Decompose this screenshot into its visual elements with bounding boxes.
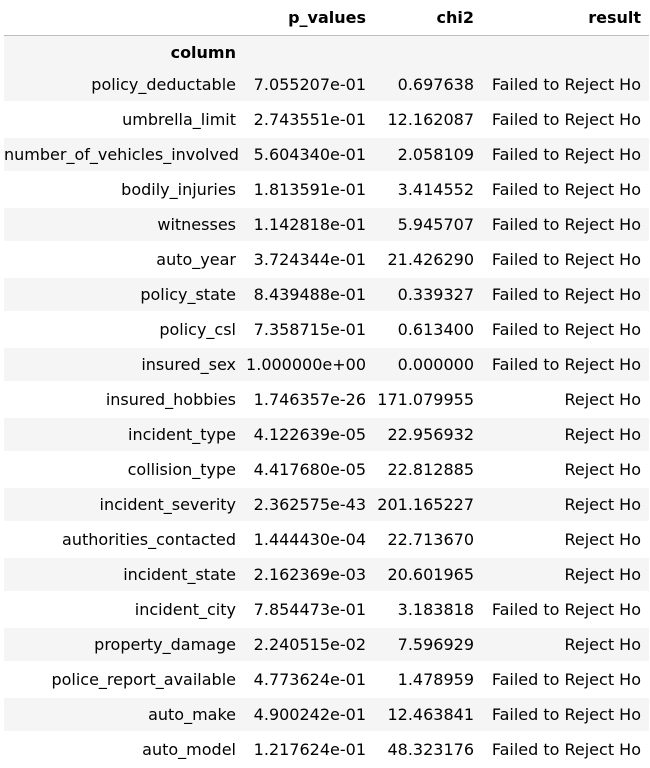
row-index-cell: collision_type <box>4 452 244 487</box>
p-value-cell: 1.142818e-01 <box>244 207 374 242</box>
chi2-cell: 3.414552 <box>374 172 482 207</box>
p-value-cell: 4.417680e-05 <box>244 452 374 487</box>
p-value-cell: 1.813591e-01 <box>244 172 374 207</box>
p-value-cell: 7.055207e-01 <box>244 68 374 102</box>
result-cell: Failed to Reject Ho <box>482 102 649 137</box>
table-row <box>4 137 649 172</box>
table-row <box>4 557 649 592</box>
result-cell: Failed to Reject Ho <box>482 347 649 382</box>
p-value-cell: 7.358715e-01 <box>244 312 374 347</box>
row-index-cell: incident_severity <box>4 487 244 522</box>
table-row <box>4 522 649 557</box>
row-index-cell: policy_deductable <box>4 68 244 102</box>
chi2-cell: 0.339327 <box>374 277 482 312</box>
table-row <box>4 382 649 417</box>
table-header <box>4 0 649 68</box>
table-row <box>4 452 649 487</box>
row-index-cell: authorities_contacted <box>4 522 244 557</box>
table-row <box>4 487 649 522</box>
p-value-cell: 4.773624e-01 <box>244 662 374 697</box>
p-value-cell: 2.743551e-01 <box>244 102 374 137</box>
row-index-cell: incident_type <box>4 417 244 452</box>
row-index-cell: witnesses <box>4 207 244 242</box>
table-row <box>4 312 649 347</box>
p-value-cell: 2.162369e-03 <box>244 557 374 592</box>
column-header-row <box>4 0 649 36</box>
row-index-cell: auto_make <box>4 697 244 732</box>
result-cell: Failed to Reject Ho <box>482 137 649 172</box>
chi2-cell: 5.945707 <box>374 207 482 242</box>
chi2-cell: 22.956932 <box>374 417 482 452</box>
header-result: result <box>482 0 649 36</box>
chi2-cell: 21.426290 <box>374 242 482 277</box>
p-value-cell: 5.604340e-01 <box>244 137 374 172</box>
header-empty <box>244 36 374 69</box>
chi2-cell: 20.601965 <box>374 557 482 592</box>
result-cell: Reject Ho <box>482 452 649 487</box>
result-cell: Reject Ho <box>482 382 649 417</box>
p-value-cell: 1.746357e-26 <box>244 382 374 417</box>
result-cell: Failed to Reject Ho <box>482 592 649 627</box>
row-index-cell: bodily_injuries <box>4 172 244 207</box>
chi2-cell: 22.713670 <box>374 522 482 557</box>
chi2-cell: 171.079955 <box>374 382 482 417</box>
result-cell: Failed to Reject Ho <box>482 732 649 767</box>
row-index-cell: policy_state <box>4 277 244 312</box>
chi2-cell: 1.478959 <box>374 662 482 697</box>
result-cell: Failed to Reject Ho <box>482 697 649 732</box>
index-header-row <box>4 36 649 69</box>
table-body <box>4 68 649 767</box>
row-index-cell: property_damage <box>4 627 244 662</box>
row-index-cell: umbrella_limit <box>4 102 244 137</box>
results-table <box>4 0 649 768</box>
result-cell: Failed to Reject Ho <box>482 68 649 102</box>
table-row <box>4 417 649 452</box>
chi2-cell: 7.596929 <box>374 627 482 662</box>
row-index-cell: police_report_available <box>4 662 244 697</box>
table-row <box>4 697 649 732</box>
result-cell: Reject Ho <box>482 627 649 662</box>
p-value-cell: 1.444430e-04 <box>244 522 374 557</box>
p-value-cell: 4.900242e-01 <box>244 697 374 732</box>
p-value-cell: 4.122639e-05 <box>244 417 374 452</box>
p-value-cell: 1.000000e+00 <box>244 347 374 382</box>
p-value-cell: 2.362575e-43 <box>244 487 374 522</box>
p-value-cell: 7.854473e-01 <box>244 592 374 627</box>
chi2-cell: 12.463841 <box>374 697 482 732</box>
row-index-cell: insured_sex <box>4 347 244 382</box>
result-cell: Reject Ho <box>482 522 649 557</box>
p-value-cell: 8.439488e-01 <box>244 277 374 312</box>
row-index-cell: insured_hobbies <box>4 382 244 417</box>
result-cell: Failed to Reject Ho <box>482 172 649 207</box>
chi2-cell: 48.323176 <box>374 732 482 767</box>
result-cell: Failed to Reject Ho <box>482 207 649 242</box>
p-value-cell: 1.217624e-01 <box>244 732 374 767</box>
row-index-cell: incident_state <box>4 557 244 592</box>
table-row <box>4 347 649 382</box>
row-index-cell: auto_year <box>4 242 244 277</box>
chi2-cell: 3.183818 <box>374 592 482 627</box>
header-blank <box>4 0 244 36</box>
chi2-cell: 22.812885 <box>374 452 482 487</box>
table-row <box>4 277 649 312</box>
table-row <box>4 207 649 242</box>
chi2-cell: 12.162087 <box>374 102 482 137</box>
table-row <box>4 627 649 662</box>
table-row <box>4 172 649 207</box>
result-cell: Reject Ho <box>482 417 649 452</box>
table-row <box>4 592 649 627</box>
chi2-cell: 0.613400 <box>374 312 482 347</box>
p-value-cell: 3.724344e-01 <box>244 242 374 277</box>
result-cell: Failed to Reject Ho <box>482 242 649 277</box>
chi2-cell: 201.165227 <box>374 487 482 522</box>
table-row <box>4 242 649 277</box>
header-p-values: p_values <box>244 0 374 36</box>
result-cell: Failed to Reject Ho <box>482 662 649 697</box>
row-index-cell: incident_city <box>4 592 244 627</box>
p-value-cell: 2.240515e-02 <box>244 627 374 662</box>
table-row <box>4 662 649 697</box>
header-empty <box>374 36 482 69</box>
row-index-cell: auto_model <box>4 732 244 767</box>
table-row <box>4 102 649 137</box>
header-chi2: chi2 <box>374 0 482 36</box>
table-row <box>4 732 649 767</box>
result-cell: Reject Ho <box>482 557 649 592</box>
header-empty <box>482 36 649 69</box>
chi2-cell: 0.000000 <box>374 347 482 382</box>
chi2-cell: 0.697638 <box>374 68 482 102</box>
table-row <box>4 68 649 102</box>
result-cell: Reject Ho <box>482 487 649 522</box>
header-index-name: column <box>4 36 244 69</box>
row-index-cell: number_of_vehicles_involved <box>4 137 244 172</box>
row-index-cell: policy_csl <box>4 312 244 347</box>
chi2-cell: 2.058109 <box>374 137 482 172</box>
result-cell: Failed to Reject Ho <box>482 312 649 347</box>
result-cell: Failed to Reject Ho <box>482 277 649 312</box>
